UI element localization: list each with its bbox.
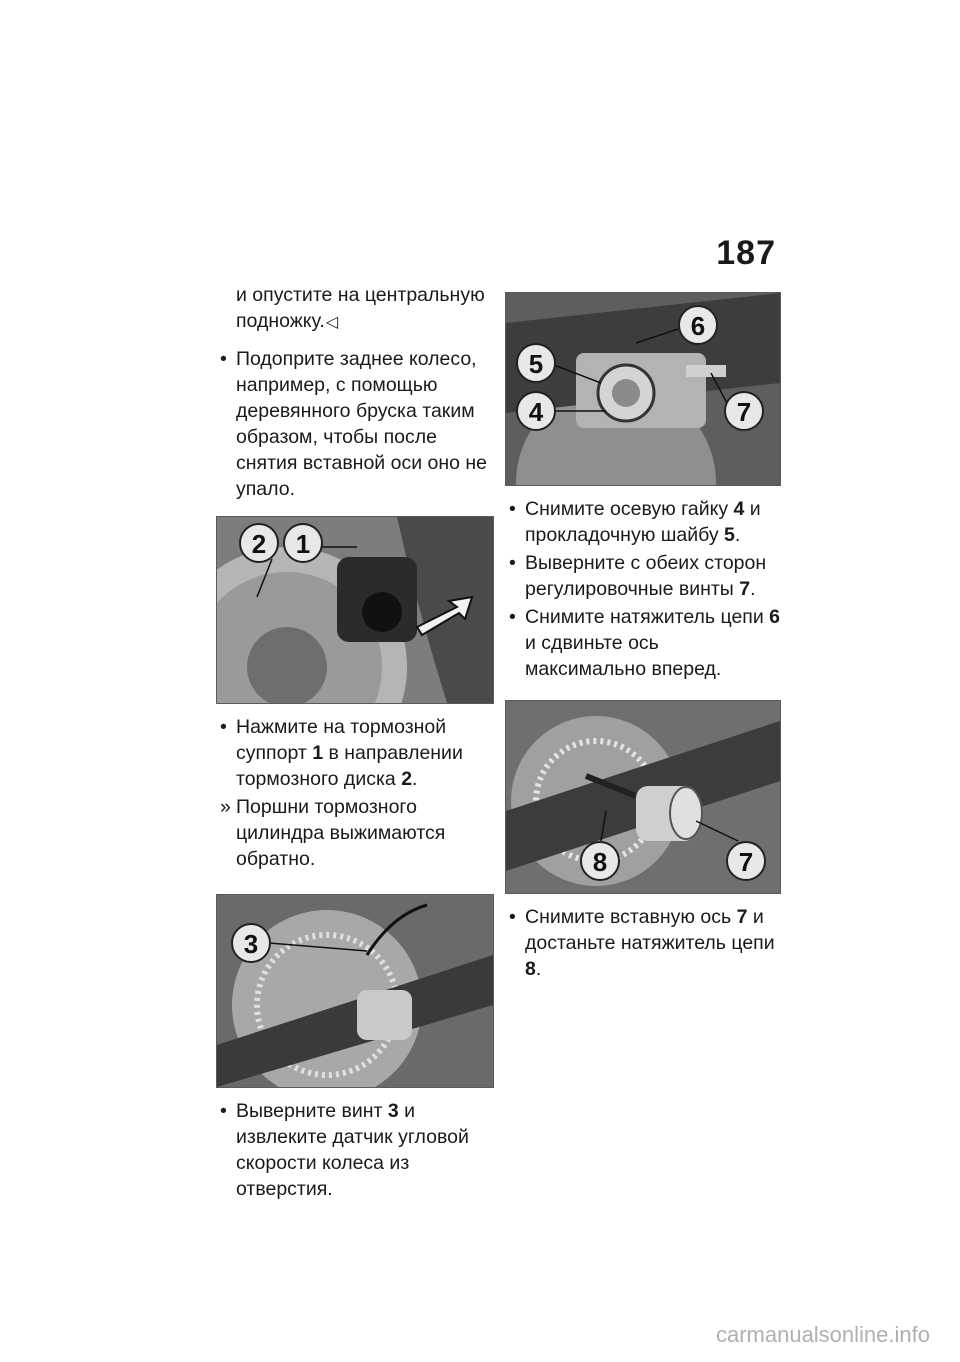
step-remove-nut: • Снимите осевую гайку 4 и прокладочную шайбу 5. <box>509 498 761 546</box>
figure-axle-nut <box>505 292 781 486</box>
page-number: 187 <box>716 234 776 272</box>
figure-insert-axle <box>505 700 781 894</box>
svg-text:4: 4 <box>528 397 544 427</box>
callout-7 <box>725 392 763 430</box>
figure-brake-caliper <box>216 516 494 704</box>
footer-watermark: carmanualsonline.info <box>715 1322 930 1347</box>
svg-text:7: 7 <box>738 847 754 877</box>
svg-text:1: 1 <box>295 529 311 559</box>
bullet-icon: • <box>220 1100 227 1122</box>
svg-text:5: 5 <box>528 349 544 379</box>
bullet-icon: • <box>509 906 516 928</box>
svg-text:3: 3 <box>243 929 259 959</box>
bullet-icon: • <box>509 498 516 520</box>
callout-4 <box>517 392 555 430</box>
end-mark-icon: ◁ <box>325 314 339 331</box>
callout-7b <box>727 842 765 880</box>
callout-6 <box>679 306 717 344</box>
intro-text: и опустите на центральную подножку.◁ <box>236 284 485 332</box>
step-unscrew-adjusters: • Выверните с обеих сторон регулировочные винты 7. <box>509 552 767 600</box>
svg-text:6: 6 <box>690 311 706 341</box>
step-press-caliper: • Нажмите на тормозной суппорт 1 в направлении тормозного диска 2. <box>220 716 463 790</box>
callout-5 <box>517 344 555 382</box>
right-column <box>505 292 785 990</box>
figure-abs-sensor <box>216 894 494 1088</box>
callout-2 <box>240 524 278 562</box>
bullet-icon: • <box>220 348 227 370</box>
svg-text:8: 8 <box>592 847 608 877</box>
result-pistons: » Поршни тормозного цилиндра выжимаются обратно. <box>220 796 446 870</box>
step-remove-tensioner: • Снимите натяжитель цепи 6 и сдвиньте ось максимально вперед. <box>509 606 781 680</box>
bullet-icon: • <box>509 552 516 574</box>
result-arrow-icon: » <box>220 796 231 818</box>
callout-3 <box>232 924 270 962</box>
step-support-wheel: • Подоприте заднее колесо, например, с помощью деревянного бруска таким образом, чтобы после снятия вставной оси оно не упало. <box>220 348 488 500</box>
svg-text:2: 2 <box>251 529 267 559</box>
step-remove-axle: • Снимите вставную ось 7 и достаньте натяжитель цепи 8. <box>509 906 775 980</box>
step-remove-sensor: • Выверните винт 3 и извлеките датчик угловой скорости колеса из отверстия. <box>220 1100 469 1200</box>
callout-8 <box>581 842 619 880</box>
bullet-icon: • <box>509 606 516 628</box>
svg-text:7: 7 <box>736 397 752 427</box>
left-column <box>216 282 496 1210</box>
bullet-icon: • <box>220 716 227 738</box>
callout-1 <box>284 524 322 562</box>
